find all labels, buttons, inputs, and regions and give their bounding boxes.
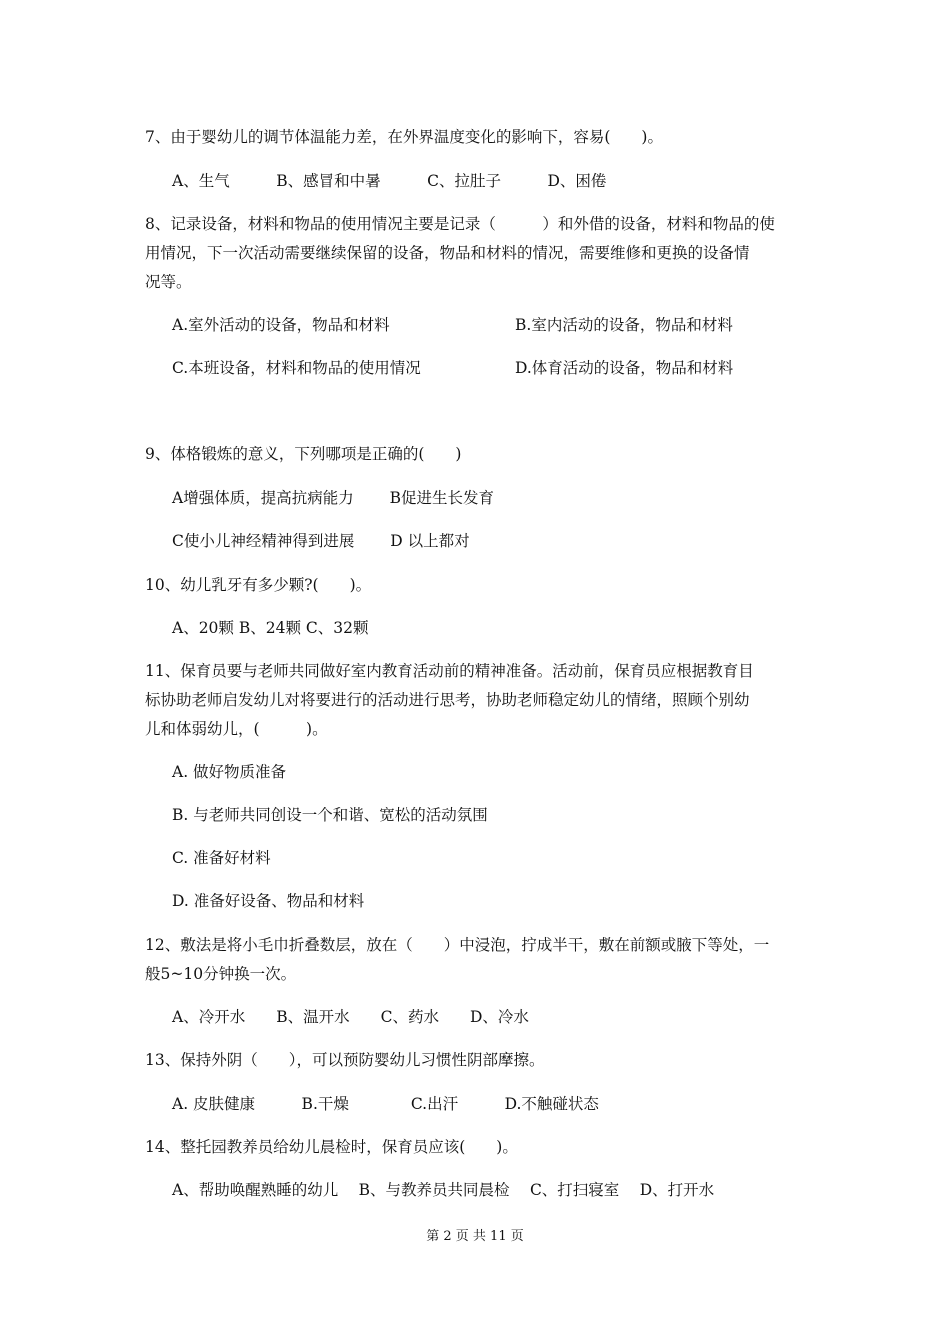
question-11-stem-line-3: 儿和体弱幼儿，( )。 bbox=[145, 720, 328, 738]
question-8-option-d: D.体育活动的设备，物品和材料 bbox=[515, 359, 734, 377]
question-8-stem-line-2: 用情况，下一次活动需要继续保留的设备，物品和材料的情况，需要维修和更换的设备情 bbox=[145, 244, 750, 262]
question-14-options: A、帮助唤醒熟睡的幼儿 B、与教养员共同晨检 C、打扫寝室 D、打开水 bbox=[172, 1181, 715, 1199]
question-11-option-b: B. 与老师共同创设一个和谐、宽松的活动氛围 bbox=[172, 806, 488, 824]
question-10-options: A、20颗 B、24颗 C、32颗 bbox=[172, 619, 369, 637]
question-8-option-c: C.本班设备，材料和物品的使用情况 bbox=[172, 359, 421, 377]
question-9-options-line-1: A增强体质，提高抗病能力 B促进生长发育 bbox=[172, 489, 495, 507]
question-13-options: A. 皮肤健康 B.干燥 C.出汗 D.不触碰状态 bbox=[172, 1095, 599, 1113]
question-8-stem-line-3: 况等。 bbox=[145, 273, 192, 291]
question-9-stem: 9、体格锻炼的意义，下列哪项是正确的( ) bbox=[145, 445, 462, 463]
question-11-option-a: A. 做好物质准备 bbox=[172, 763, 287, 781]
question-11-stem-line-1: 11、保育员要与老师共同做好室内教育活动前的精神准备。活动前，保育员应根据教育目 bbox=[145, 662, 754, 680]
page-number-footer: 第 2 页 共 11 页 bbox=[426, 1229, 524, 1244]
question-11-stem-line-2: 标协助老师启发幼儿对将要进行的活动进行思考，协助老师稳定幼儿的情绪，照顾个别幼 bbox=[145, 691, 750, 709]
question-8-option-b: B.室内活动的设备，物品和材料 bbox=[515, 316, 733, 334]
question-9-options-line-2: C使小儿神经精神得到进展 D 以上都对 bbox=[172, 532, 470, 550]
question-14-stem: 14、整托园教养员给幼儿晨检时，保育员应该( )。 bbox=[145, 1138, 518, 1156]
question-12-stem-line-1: 12、敷法是将小毛巾折叠数层，放在（ ）中浸泡，拧成半干，敷在前额或腋下等处，一 bbox=[145, 936, 770, 954]
question-11-option-c: C. 准备好材料 bbox=[172, 849, 271, 867]
question-10-stem: 10、幼儿乳牙有多少颗?( )。 bbox=[145, 576, 372, 594]
question-7-stem: 7、由于婴幼儿的调节体温能力差，在外界温度变化的影响下，容易( )。 bbox=[145, 128, 663, 146]
question-8-stem-line-1: 8、记录设备，材料和物品的使用情况主要是记录（ ）和外借的设备，材料和物品的使 bbox=[145, 215, 775, 233]
question-11-option-d: D. 准备好设备、物品和材料 bbox=[172, 892, 365, 910]
question-12-stem-line-2: 般5~10分钟换一次。 bbox=[145, 965, 297, 983]
question-12-options: A、冷开水 B、温开水 C、药水 D、冷水 bbox=[172, 1008, 529, 1026]
question-7-options: A、生气 B、感冒和中暑 C、拉肚子 D、困倦 bbox=[172, 172, 607, 190]
question-13-stem: 13、保持外阴（ ），可以预防婴幼儿习惯性阴部摩擦。 bbox=[145, 1051, 545, 1069]
question-8-option-a: A.室外活动的设备，物品和材料 bbox=[172, 316, 390, 334]
